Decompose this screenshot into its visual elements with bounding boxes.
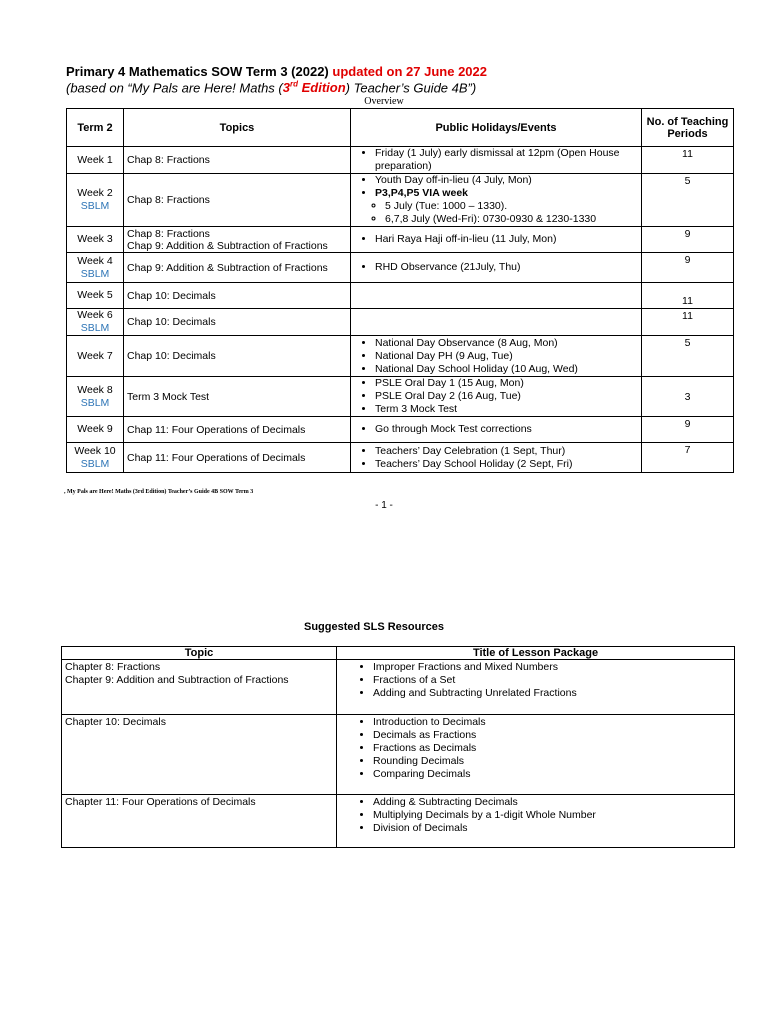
periods-cell: 3 xyxy=(642,377,734,417)
header-lesson-package: Title of Lesson Package xyxy=(337,647,735,660)
week-label: Week 9 xyxy=(77,423,113,435)
events-list xyxy=(359,377,641,416)
events-cell xyxy=(351,283,642,309)
event-item xyxy=(375,363,641,376)
topics-cell xyxy=(124,283,351,309)
event-text: Teachers’ Day Celebration (1 Sept, Thur) xyxy=(375,444,566,457)
topics-cell xyxy=(124,443,351,473)
footnote: , My Pals are Here! Maths (3rd Edition) Teacher’s Guide 4B SOW Term 3 xyxy=(64,489,254,495)
package-list xyxy=(357,716,731,781)
document-subtitle xyxy=(66,80,476,95)
periods-cell: 11 xyxy=(642,309,734,336)
table-row xyxy=(62,660,735,715)
event-text: National Day School Holiday (10 Aug, Wed) xyxy=(375,362,578,375)
event-item xyxy=(375,423,641,436)
schedule-header-row xyxy=(67,109,734,147)
sls-package-cell xyxy=(337,715,735,795)
week-cell xyxy=(67,174,124,227)
table-row xyxy=(67,227,734,253)
week-cell xyxy=(67,336,124,377)
events-cell xyxy=(351,227,642,253)
events-list xyxy=(359,147,641,173)
package-item: • Improper Fractions and Mixed Numbers xyxy=(373,661,731,674)
sblm-tag: SBLM xyxy=(80,322,110,334)
topic-line: Chap 8: Fractions xyxy=(127,154,210,166)
subtitle-ordinal: 3 xyxy=(282,80,290,96)
package-item: • Decimals as Fractions xyxy=(373,729,731,742)
events-list xyxy=(359,423,641,436)
schedule-table xyxy=(66,108,734,473)
week-label: Week 7 xyxy=(77,349,113,362)
event-text: PSLE Oral Day 1 (15 Aug, Mon) xyxy=(375,377,524,389)
package-list xyxy=(357,796,731,835)
sls-package-cell xyxy=(337,795,735,848)
subtitle-pre: (based on “My Pals are Here! Maths ( xyxy=(66,80,283,96)
events-cell xyxy=(351,253,642,283)
topic-line: Chap 8: Fractions xyxy=(127,227,210,240)
header-term: Term 2 xyxy=(67,109,124,147)
topics-cell xyxy=(124,227,351,253)
event-item xyxy=(375,187,641,226)
topics-cell xyxy=(124,309,351,336)
package-item: • Introduction to Decimals xyxy=(373,716,731,729)
event-text: National Day Observance (8 Aug, Mon) xyxy=(375,336,558,349)
event-sublist xyxy=(375,200,641,226)
event-item xyxy=(375,458,641,471)
topics-cell xyxy=(124,417,351,443)
topic-line: Chap 11: Four Operations of Decimals xyxy=(127,451,306,464)
week-label: Week 2 xyxy=(77,187,113,199)
sls-topic-line: Chapter 10: Decimals xyxy=(65,716,166,728)
package-item: • Rounding Decimals xyxy=(373,755,731,768)
week-cell xyxy=(67,147,124,174)
table-row xyxy=(62,715,735,795)
periods-cell: 9 xyxy=(642,227,734,253)
sblm-tag: SBLM xyxy=(80,457,110,470)
events-cell xyxy=(351,147,642,174)
events-list xyxy=(359,261,641,274)
event-text: P3,P4,P5 VIA week xyxy=(375,187,468,199)
periods-cell: 7 xyxy=(642,443,734,473)
sls-body xyxy=(62,660,735,848)
topics-cell xyxy=(124,253,351,283)
events-cell xyxy=(351,443,642,473)
week-cell xyxy=(67,443,124,473)
event-item xyxy=(375,261,641,274)
sls-package-cell xyxy=(337,660,735,715)
topic-line: Chap 8: Fractions xyxy=(127,194,210,206)
topic-line: Chap 9: Addition & Subtraction of Fractions xyxy=(127,239,328,252)
page-number: - 1 - xyxy=(375,500,393,511)
topics-cell xyxy=(124,147,351,174)
sls-topic-line: Chapter 9: Addition and Subtraction of Fractions xyxy=(65,674,289,686)
week-cell xyxy=(67,253,124,283)
event-item xyxy=(375,377,641,390)
schedule-body xyxy=(67,147,734,473)
week-label: Week 1 xyxy=(77,153,113,166)
overview-label: Overview xyxy=(364,96,404,107)
sls-table xyxy=(61,646,735,848)
package-item: • Division of Decimals xyxy=(373,822,731,835)
event-item xyxy=(375,445,641,458)
header-topics: Topics xyxy=(124,109,351,147)
sls-header-row xyxy=(62,647,735,660)
topics-cell xyxy=(124,336,351,377)
week-label: Week 4 xyxy=(77,254,113,267)
table-row xyxy=(67,309,734,336)
package-item: • Comparing Decimals xyxy=(373,768,731,781)
event-item xyxy=(375,147,641,173)
package-item: • Adding and Subtracting Unrelated Fractions xyxy=(373,687,731,700)
event-item xyxy=(375,390,641,403)
subtitle-edition-word: Edition xyxy=(297,80,346,96)
sls-topic-line: Chapter 11: Four Operations of Decimals xyxy=(65,796,256,808)
package-item: • Fractions as Decimals xyxy=(373,742,731,755)
events-list xyxy=(359,337,641,376)
events-cell xyxy=(351,174,642,227)
header-events: Public Holidays/Events xyxy=(351,109,642,147)
periods-cell: 5 xyxy=(642,336,734,377)
table-row xyxy=(67,174,734,227)
events-list xyxy=(359,233,641,246)
periods-cell: 9 xyxy=(642,417,734,443)
event-text: Friday (1 July) early dismissal at 12pm (Open House preparation) xyxy=(375,147,620,172)
header-topic: Topic xyxy=(62,647,337,660)
week-label: Week 10 xyxy=(74,444,116,457)
events-cell xyxy=(351,336,642,377)
table-row xyxy=(67,253,734,283)
table-row xyxy=(67,417,734,443)
event-item xyxy=(375,174,641,187)
topic-line: Term 3 Mock Test xyxy=(127,390,210,403)
events-cell xyxy=(351,417,642,443)
event-text: RHD Observance (21July, Thu) xyxy=(375,261,521,273)
table-row xyxy=(67,147,734,174)
week-cell xyxy=(67,227,124,253)
event-item xyxy=(375,233,641,246)
title-updated: updated on 27 June 2022 xyxy=(332,64,487,79)
sls-title: Suggested SLS Resources xyxy=(304,621,444,633)
week-cell xyxy=(67,377,124,417)
event-text: Term 3 Mock Test xyxy=(375,403,458,415)
week-label: Week 5 xyxy=(77,289,113,301)
topic-line: Chap 10: Decimals xyxy=(127,316,216,328)
sls-topic-line: Chapter 8: Fractions xyxy=(65,661,161,673)
topics-cell xyxy=(124,377,351,417)
sls-topic-cell xyxy=(62,715,337,795)
event-item xyxy=(375,350,641,363)
event-subitem: ◦ 5 July (Tue: 1000 – 1330). xyxy=(385,200,641,213)
event-text: PSLE Oral Day 2 (16 Aug, Tue) xyxy=(375,390,521,402)
sblm-tag: SBLM xyxy=(80,200,110,212)
periods-cell: 5 xyxy=(642,174,734,227)
sblm-tag: SBLM xyxy=(80,267,110,280)
package-list xyxy=(357,661,731,700)
subtitle-sup: rd xyxy=(289,80,298,89)
periods-cell: 11 xyxy=(642,283,734,309)
topics-cell xyxy=(124,174,351,227)
event-item xyxy=(375,403,641,416)
sblm-tag: SBLM xyxy=(80,396,110,409)
table-row xyxy=(67,336,734,377)
subtitle-post: ) Teacher’s Guide 4B”) xyxy=(345,80,477,96)
sls-topic-cell xyxy=(62,660,337,715)
header-periods: No. of Teaching Periods xyxy=(642,109,734,147)
event-text: Teachers’ Day School Holiday (2 Sept, Fri) xyxy=(375,457,573,470)
package-item: • Multiplying Decimals by a 1-digit Whole Number xyxy=(373,809,731,822)
title-main: Primary 4 Mathematics SOW Term 3 (2022) xyxy=(66,64,329,79)
events-cell xyxy=(351,377,642,417)
periods-cell: 9 xyxy=(642,253,734,283)
topic-line: Chap 11: Four Operations of Decimals xyxy=(127,423,306,436)
week-cell xyxy=(67,283,124,309)
topic-line: Chap 10: Decimals xyxy=(127,350,216,362)
events-list xyxy=(359,445,641,471)
sls-topic-cell xyxy=(62,795,337,848)
package-item: • Fractions of a Set xyxy=(373,674,731,687)
week-label: Week 8 xyxy=(77,383,113,396)
table-row xyxy=(67,377,734,417)
event-text: National Day PH (9 Aug, Tue) xyxy=(375,349,513,362)
events-cell xyxy=(351,309,642,336)
topic-line: Chap 9: Addition & Subtraction of Fractions xyxy=(127,261,328,274)
event-text: Go through Mock Test corrections xyxy=(375,423,532,435)
subtitle-edition xyxy=(283,80,346,95)
events-list xyxy=(359,174,641,226)
periods-cell: 11 xyxy=(642,147,734,174)
event-text: Hari Raya Haji off-in-lieu (11 July, Mon) xyxy=(375,233,557,245)
package-item: • Adding & Subtracting Decimals xyxy=(373,796,731,809)
table-row xyxy=(67,443,734,473)
week-cell xyxy=(67,417,124,443)
topic-line: Chap 10: Decimals xyxy=(127,289,216,302)
document-title xyxy=(66,64,487,79)
table-row xyxy=(67,283,734,309)
event-text: Youth Day off-in-lieu (4 July, Mon) xyxy=(375,174,532,186)
week-cell xyxy=(67,309,124,336)
event-item xyxy=(375,337,641,350)
table-row xyxy=(62,795,735,848)
week-label: Week 3 xyxy=(77,233,113,245)
event-subitem: ◦ 6,7,8 July (Wed-Fri): 0730-0930 & 1230-1330 xyxy=(385,213,641,226)
week-label: Week 6 xyxy=(77,309,113,321)
